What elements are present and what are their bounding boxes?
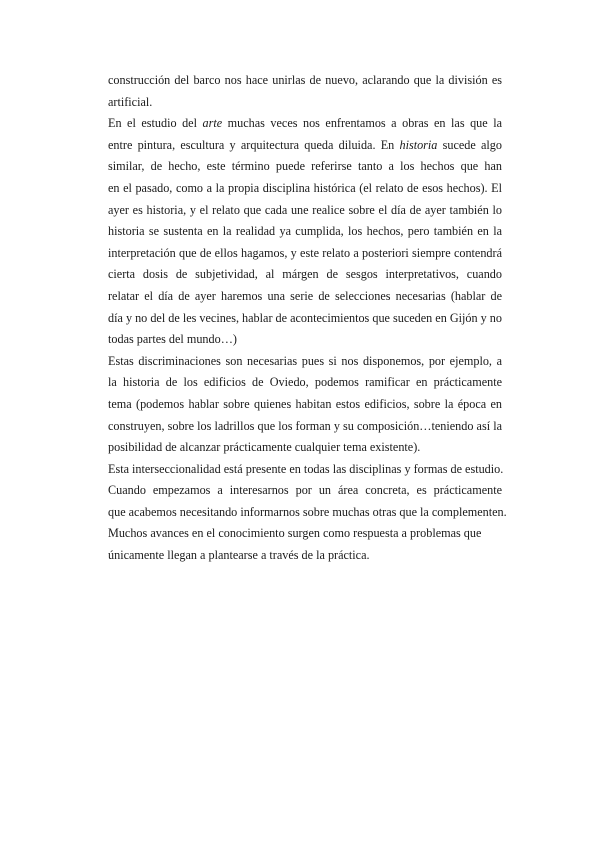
text-line bbox=[108, 329, 502, 351]
text-segment: Muchos avances en el conocimiento surgen como respuesta a problemas que bbox=[108, 526, 482, 541]
text-line bbox=[108, 221, 502, 243]
text-segment: día y no del de les vecines, hablar de acontecimientos que suceden en Gijón y no bbox=[108, 310, 502, 325]
text-segment: muchas veces nos enfrentamos a obras en las que la bbox=[227, 116, 502, 131]
text-line bbox=[108, 113, 502, 135]
text-line bbox=[108, 156, 502, 178]
text-line bbox=[108, 502, 507, 524]
text-segment: En el estudio del bbox=[108, 116, 203, 131]
text-line bbox=[108, 92, 502, 114]
text-segment: construyen, sobre los ladrillos que los forman y su composición…teniendo así la bbox=[108, 418, 502, 433]
body-text bbox=[108, 70, 507, 567]
text-line bbox=[108, 437, 502, 459]
text-segment: relatar el día de ayer haremos una serie de selecciones necesarias (hablar de bbox=[108, 288, 502, 303]
text-line bbox=[108, 459, 502, 481]
text-segment: interpretación que de ellos hagamos, y este relato a posteriori siempre contendrá bbox=[108, 245, 502, 260]
text-line bbox=[108, 394, 502, 416]
text-line bbox=[108, 351, 502, 373]
text-segment: construcción del barco nos hace unirlas de nuevo, aclarando que la división es bbox=[108, 73, 502, 87]
text-segment: similar, de hecho, este término puede referirse tanto a los hechos que han bbox=[108, 159, 502, 174]
text-segment: Cuando empezamos a interesarnos por un área concreta, es prácticamente bbox=[108, 483, 502, 498]
text-line bbox=[108, 372, 502, 394]
text-segment: entre pintura, escultura y arquitectura queda diluida. En bbox=[108, 137, 400, 152]
text-line bbox=[108, 480, 502, 502]
text-line bbox=[108, 308, 502, 330]
text-segment: en el pasado, como a la propia disciplina histórica (el relato de esos hechos). El bbox=[108, 180, 502, 195]
text-line bbox=[108, 243, 502, 265]
text-segment: posibilidad de alcanzar prácticamente cualquier tema existente). bbox=[108, 440, 421, 455]
text-line bbox=[108, 286, 502, 308]
text-segment: ayer es historia, y el relato que cada une realice sobre el día de ayer también lo bbox=[108, 202, 502, 217]
text-line bbox=[108, 264, 502, 286]
italic-term: arte bbox=[202, 116, 223, 131]
text-segment: tema (podemos hablar sobre quienes habitan estos edificios, sobre la época en bbox=[108, 396, 502, 411]
text-segment: todas partes del mundo…) bbox=[108, 332, 237, 347]
text-segment: la historia de los edificios de Oviedo, podemos ramificar en prácticamente bbox=[108, 375, 502, 390]
text-line bbox=[108, 178, 502, 200]
text-line bbox=[108, 135, 502, 157]
text-segment: Esta interseccionalidad está presente en todas las disciplinas y formas de estudio. bbox=[108, 461, 504, 476]
text-segment: sucede algo bbox=[442, 137, 502, 152]
text-segment: Estas discriminaciones son necesarias pues si nos disponemos, por ejemplo, a bbox=[108, 353, 502, 368]
italic-term: historia bbox=[399, 137, 438, 152]
text-line bbox=[108, 523, 502, 545]
text-segment: historia se sustenta en la realidad ya cumplida, los hechos, pero también en la bbox=[108, 224, 502, 239]
text-segment: que acabemos necesitando informarnos sobre muchas otras que la complementen. bbox=[108, 504, 507, 519]
text-segment: artificial. bbox=[108, 94, 153, 109]
text-segment: cierta dosis de subjetividad, al márgen de sesgos interpretativos, cuando bbox=[108, 267, 502, 282]
text-segment: únicamente llegan a plantearse a través de la práctica. bbox=[108, 548, 370, 563]
text-line bbox=[108, 200, 502, 222]
text-line bbox=[108, 70, 502, 92]
text-line bbox=[108, 545, 502, 567]
text-line bbox=[108, 416, 502, 438]
